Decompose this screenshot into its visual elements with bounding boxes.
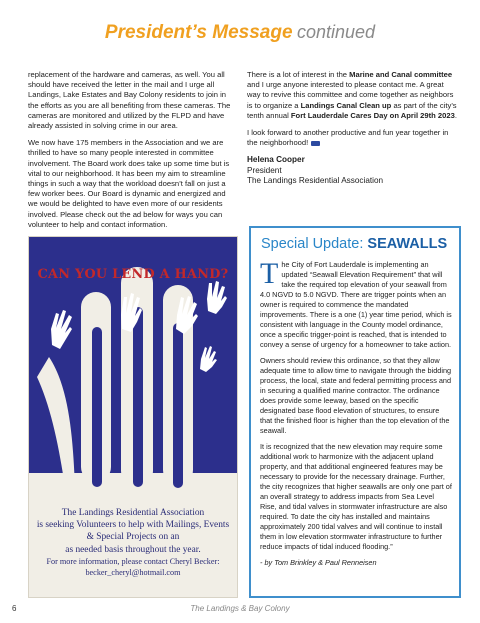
right-column — [247, 70, 459, 186]
sidebar-body — [260, 257, 452, 574]
sidebar-title — [261, 236, 447, 252]
volunteer-ad — [28, 236, 238, 598]
signature-role: President — [247, 165, 282, 175]
text-run: and I urge anyone interested to please contact me. A great way to revive this committee and come together as neighbors is to organize a — [247, 80, 454, 110]
right-paragraph-2 — [247, 128, 459, 148]
ad-body-line: is seeking Volunteers to help with Mailings, Events — [36, 520, 230, 531]
left-column — [28, 70, 234, 237]
ad-body — [33, 507, 233, 556]
ad-body-line: as needed basis throughout the year. — [65, 544, 201, 555]
header-continued: continued — [297, 22, 376, 42]
ad-headline: CAN YOU LEND A HAND? — [37, 267, 229, 282]
sidebar-title-prefix: Special Update: — [261, 236, 368, 252]
marine-committee-text: Marine and Canal committee — [349, 70, 453, 79]
left-paragraph-1: replacement of the hardware and cameras, as well. You all should have received the letter in the mail and I urge all Landings, Lake Estates and Bay Colony residents to join in the efforts as you are all benefiting from these cameras. The cameras are monitored and utilized by the FLPD and have already assisted in solving crime in our area. — [28, 70, 231, 131]
closing-text: I look forward to another productive and fun year together in the neighborhood! — [247, 128, 449, 148]
seawalls-sidebar — [249, 226, 461, 598]
page-header — [0, 22, 480, 44]
ad-body-line: The Landings Residential Association — [61, 508, 205, 518]
signature-name: Helena Cooper — [247, 155, 305, 165]
header-title: President’s Message — [104, 22, 293, 43]
flag-icon — [311, 141, 320, 146]
text-run: There is a lot of interest in the — [247, 70, 350, 79]
cares-day-text: Fort Lauderdale Cares Day on April 29th 2023 — [290, 110, 455, 120]
ad-body-line: & Special Projects on an — [86, 532, 180, 543]
sidebar-title-topic: SEAWALLS — [367, 236, 448, 252]
right-paragraph-1 — [247, 70, 459, 121]
sidebar-text: he City of Fort Lauderdale is implementing an updated “Seawall Elevation Requirement” that will take the required top elevation of your seawall from 4.0 NGVD to 5.0 NGVD. There are trigger points when an owner is required to commence the mandated improvements. There is a one (1) year time period, which is consistent with language in the County model ordinance, once a specific trigger-point is reached, that is intended to convey a sense of urgency for a homeowner to take action. — [260, 260, 452, 349]
ad-contact-line: For more information, please contact Cheryl Becker: — [46, 557, 220, 566]
page-number: 6 — [12, 604, 17, 613]
ad-contact-email[interactable]: becker_cheryl@hotmail.com — [85, 567, 181, 577]
canal-cleanup-text: Landings Canal Clean up — [300, 100, 392, 110]
sidebar-paragraph-3: It is recognized that the new elevation may require some additional work to harmonize with the adjacent upland property, and that additional engineered features may be necessary to provide for the necessary drainage. Further, the city recognizes that higher seawalls are only one part of an overall strategy to address impacts from Sea Level Rise, and tidal valves in stormwater infrastructure are also required. To date the city has installed and maintains approximately 200 tidal valves and will continue to install them in low elevation stormwater infrastructure to further reduce impacts of tidal induced flooding.” — [260, 442, 452, 551]
sidebar-paragraph-1 — [260, 257, 452, 350]
text-run: as part of the city’s tenth annual — [247, 100, 457, 120]
publication-title: The Landings & Bay Colony — [190, 604, 290, 613]
sidebar-paragraph-2: Owners should review this ordinance, so that they allow adequate time to allow time to navigate through the bidding process, the local, state and federal permitting process and in securing a qualified marine contractor. The ordinance does provide some leeway, based on the specific designated base flood elevation of structures, to ensure that the finished floor is higher than the top elevation of the seawall. — [260, 356, 452, 435]
text-run: . — [454, 110, 457, 120]
drop-cap: T — [260, 257, 279, 290]
signature-org: The Landings Residential Association — [247, 175, 384, 185]
sidebar-byline: - by Tom Brinkley & Paul Renneisen — [260, 558, 377, 567]
ad-contact — [33, 557, 233, 578]
left-paragraph-2: We now have 175 members in the Association and we are thrilled to have so many people interested in committee involvement. The Board work does take up some time but is vital to our neighborhood. It has been my aim to streamline things in such a way that the workload doesn’t fall on just a few worker bees. Our Board is dynamic and energized and we would be delighted to have even more of our residents involved. Please check out the ad below for ways you can volunteer to help and contact information. — [28, 138, 230, 229]
